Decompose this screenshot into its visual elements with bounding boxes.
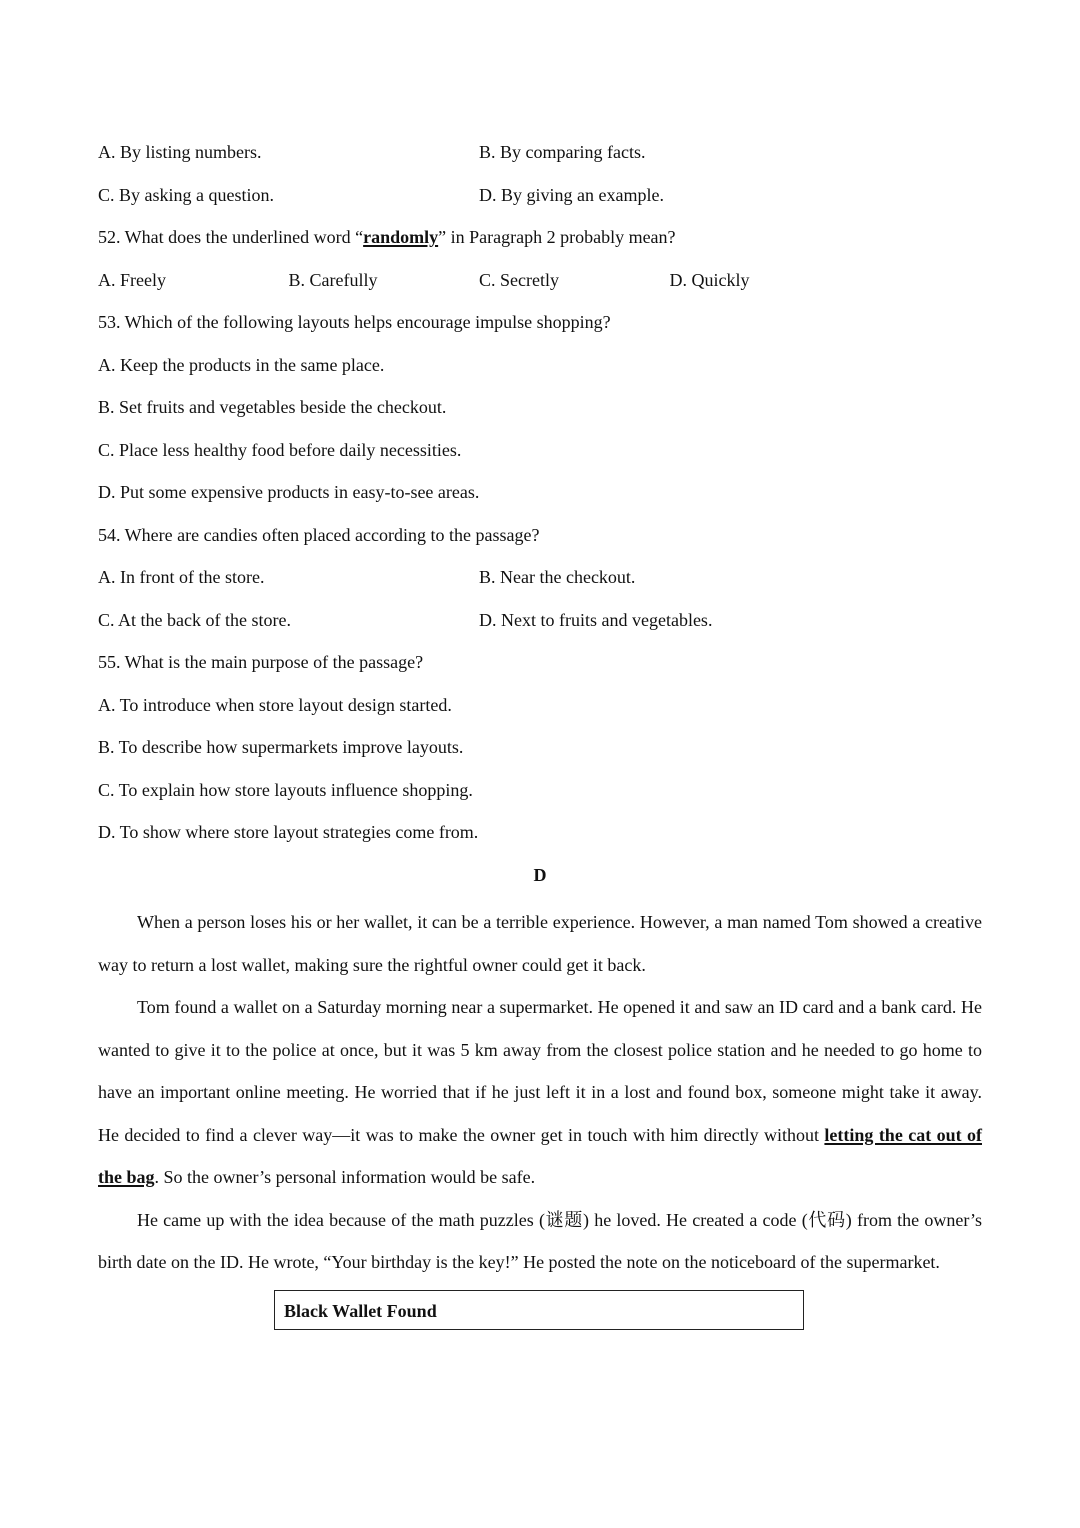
q52-option-c: C. Secretly	[479, 269, 559, 290]
q54-option-a: A. In front of the store.	[98, 567, 265, 587]
q55-option-b: B. To describe how supermarkets improve layouts.	[98, 737, 464, 757]
notice-box	[274, 1290, 804, 1330]
q53-stem: 53. Which of the following layouts helps encourage impulse shopping?	[98, 312, 611, 332]
q51-option-d: D. By giving an example.	[479, 184, 664, 205]
q54-option-c: C. At the back of the store.	[98, 609, 291, 630]
q51-option-a: A. By listing numbers.	[98, 142, 262, 162]
q53-option-b: B. Set fruits and vegetables beside the checkout.	[98, 397, 447, 417]
exam-page	[98, 136, 982, 1330]
underlined-phrase: letting the cat out of the bag	[98, 1124, 982, 1187]
q51-option-c: C. By asking a question.	[98, 184, 274, 205]
q53-option-c: C. Place less healthy food before daily necessities.	[98, 439, 462, 460]
q51-options-row-1	[98, 136, 982, 179]
q52-stem-before: 52. What does the underlined word “	[98, 227, 364, 247]
q55-option-c: C. To explain how store layouts influence shopping.	[98, 779, 473, 800]
q54-options-row-1	[98, 561, 982, 604]
q52-underlined-word: randomly	[363, 227, 439, 247]
q55-option-d: D. To show where store layout strategies come from.	[98, 822, 479, 842]
section-d-paragraph-2	[98, 986, 982, 1199]
q54-options-row-2	[98, 604, 982, 647]
q51-options-row-2	[98, 179, 982, 222]
paragraph-2-text-after: . So the owner’s personal information would be safe.	[154, 1167, 536, 1187]
q52-options-row	[98, 264, 982, 307]
q52-stem	[98, 221, 982, 264]
q51-option-b: B. By comparing facts.	[479, 142, 646, 162]
q52-option-d: D. Quickly	[669, 269, 750, 290]
section-d-paragraph-3: He came up with the idea because of the math puzzles (谜题) he loved. He created a code (代码) from the owner’s birth date on the ID. He wrote, “Your birthday is the key!” He posted the note on the noticeboard of the supermarket.	[98, 1209, 982, 1272]
q54-option-b: B. Near the checkout.	[479, 567, 636, 587]
section-d-title: D	[533, 864, 547, 885]
q53-option-d: D. Put some expensive products in easy-to-see areas.	[98, 482, 480, 502]
q55-option-a: A. To introduce when store layout design started.	[98, 694, 452, 715]
q52-option-b: B. Carefully	[288, 269, 378, 290]
q53-option-a: A. Keep the products in the same place.	[98, 354, 385, 375]
notice-title: Black Wallet Found	[284, 1300, 437, 1321]
q54-stem: 54. Where are candies often placed according to the passage?	[98, 524, 540, 545]
paragraph-2-text-before: Tom found a wallet on a Saturday morning near a supermarket. He opened it and saw an ID card and a bank card. He wanted to give it to the police at once, but it was 5 km away from the closest police station and he needed to go home to have an important online meeting. He worried that if he just left it in a lost and found box, someone might take it away. He decided to find a clever way—it was to make the owner get in touch with him directly without	[98, 997, 982, 1145]
section-d-paragraph-1: When a person loses his or her wallet, it can be a terrible experience. However, a man named Tom showed a creative way to return a lost wallet, making sure the rightful owner could get it back.	[98, 912, 982, 975]
q55-stem: 55. What is the main purpose of the passage?	[98, 652, 424, 672]
q52-stem-after: ” in Paragraph 2 probably mean?	[438, 227, 676, 247]
q54-option-d: D. Next to fruits and vegetables.	[479, 609, 713, 630]
q52-option-a: A. Freely	[98, 269, 166, 290]
